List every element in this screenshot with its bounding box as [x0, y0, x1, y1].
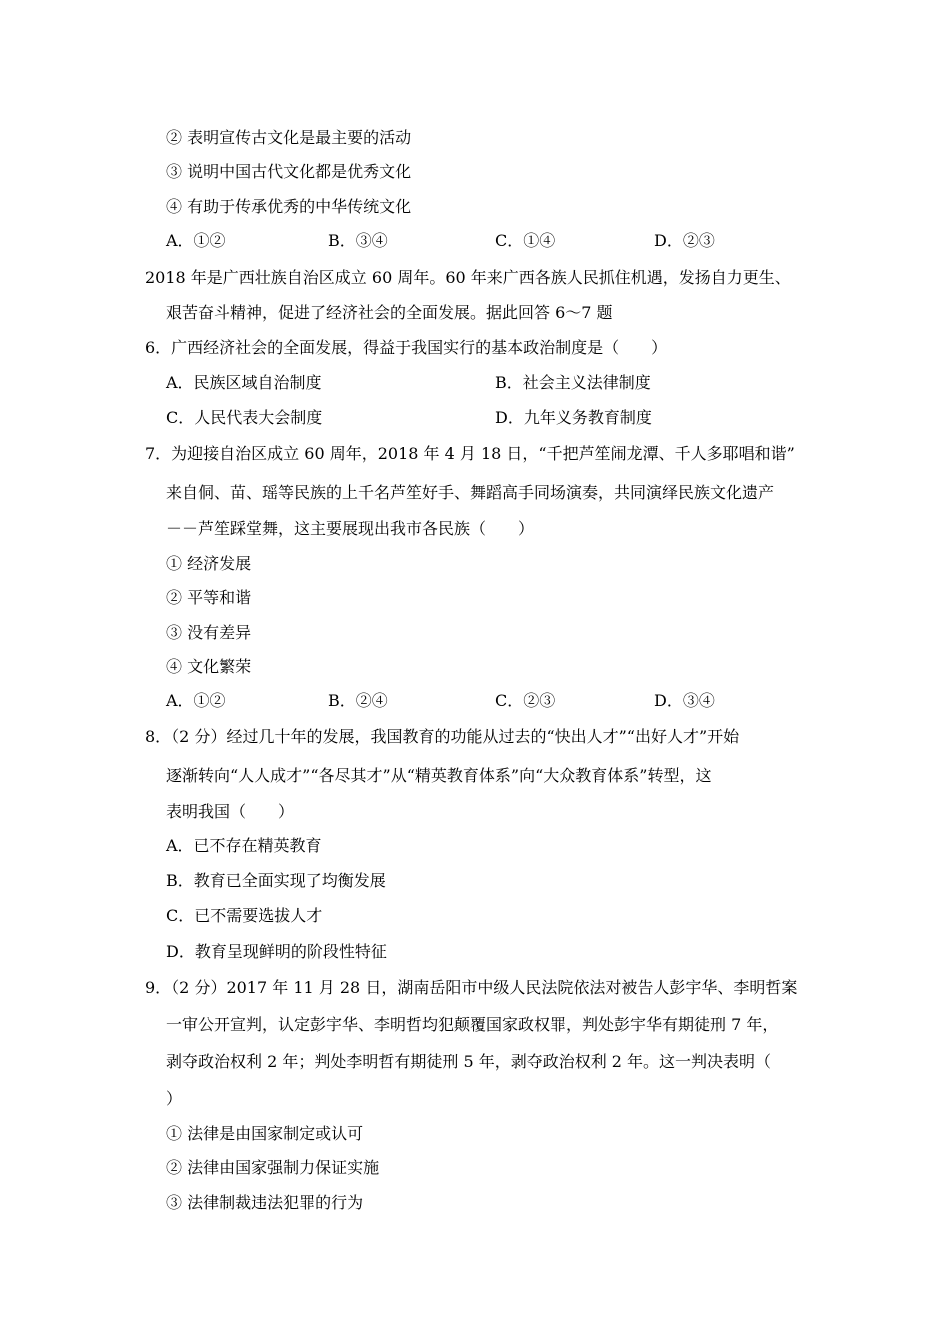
question-8-stem: 逐渐转向“人人成才”“各尽其才”从“精英教育体系”向“大众教育体系”转型，这: [166, 766, 712, 785]
option-c: C．已不需要选拔人才: [166, 906, 323, 925]
statement-item: ② 平等和谐: [166, 588, 252, 607]
option-d: D．教育呈现鲜明的阶段性特征: [166, 942, 387, 961]
question-7-stem: －－芦笙踩堂舞，这主要展现出我市各民族（ ）: [166, 519, 535, 538]
option-d: D．②③: [654, 231, 715, 250]
option-d: D．③④: [654, 691, 715, 710]
option-b: B．教育已全面实现了均衡发展: [166, 871, 386, 890]
question-9-stem: ）: [166, 1089, 183, 1108]
question-7-stem: 来自侗、苗、瑶等民族的上千名芦笙好手、舞蹈高手同场演奏，共同演绎民族文化遗产: [166, 483, 775, 502]
option-c: C．人民代表大会制度: [166, 408, 323, 427]
statement-item: ③ 法律制裁违法犯罪的行为: [166, 1193, 364, 1212]
option-c: C．①④: [495, 231, 556, 250]
question-9-stem: 剥夺政治权利 2 年；判处李明哲有期徒刑 5 年，剥夺政治权利 2 年。这一判决表明（: [166, 1052, 772, 1071]
intro-line: 2018 年是广西壮族自治区成立 60 周年。60 年来广西各族人民抓住机遇，发扬自力更生、: [145, 268, 791, 287]
statement-item: ② 法律由国家强制力保证实施: [166, 1158, 380, 1177]
statement-item: ③ 没有差异: [166, 623, 252, 642]
question-8-stem: 8．（2 分）经过几十年的发展，我国教育的功能从过去的“快出人才”“出好人才”开始: [145, 727, 740, 746]
question-6-stem: 6．广西经济社会的全面发展，得益于我国实行的基本政治制度是（ ）: [145, 338, 668, 357]
option-c: C．②③: [495, 691, 556, 710]
option-d: D．九年义务教育制度: [495, 408, 652, 427]
option-a: A．①②: [166, 231, 226, 250]
statement-item: ④ 文化繁荣: [166, 657, 252, 676]
option-a: A．已不存在精英教育: [166, 836, 322, 855]
option-a: A．民族区域自治制度: [166, 373, 322, 392]
option-b: B．③④: [328, 231, 388, 250]
statement-item: ② 表明宣传古文化是最主要的活动: [166, 128, 412, 147]
question-7-stem: 7．为迎接自治区成立 60 周年，2018 年 4 月 18 日，“千把芦笙闹龙潭、千人多耶唱和谐”: [145, 444, 795, 463]
question-8-stem: 表明我国（ ）: [166, 802, 295, 821]
statement-item: ③ 说明中国古代文化都是优秀文化: [166, 162, 412, 181]
statement-item: ① 经济发展: [166, 554, 252, 573]
statement-item: ① 法律是由国家制定或认可: [166, 1124, 364, 1143]
option-a: A．①②: [166, 691, 226, 710]
option-b: B．社会主义法律制度: [495, 373, 651, 392]
question-9-stem: 9．（2 分）2017 年 11 月 28 日，湖南岳阳市中级人民法院依法对被告人彭宇华、李明哲案: [145, 978, 798, 997]
intro-line: 艰苦奋斗精神，促进了经济社会的全面发展。据此回答 6～7 题: [166, 303, 613, 322]
question-9-stem: 一审公开宣判，认定彭宇华、李明哲均犯颠覆国家政权罪，判处彭宇华有期徒刑 7 年，: [166, 1015, 779, 1034]
statement-item: ④ 有助于传承优秀的中华传统文化: [166, 197, 412, 216]
option-b: B．②④: [328, 691, 388, 710]
